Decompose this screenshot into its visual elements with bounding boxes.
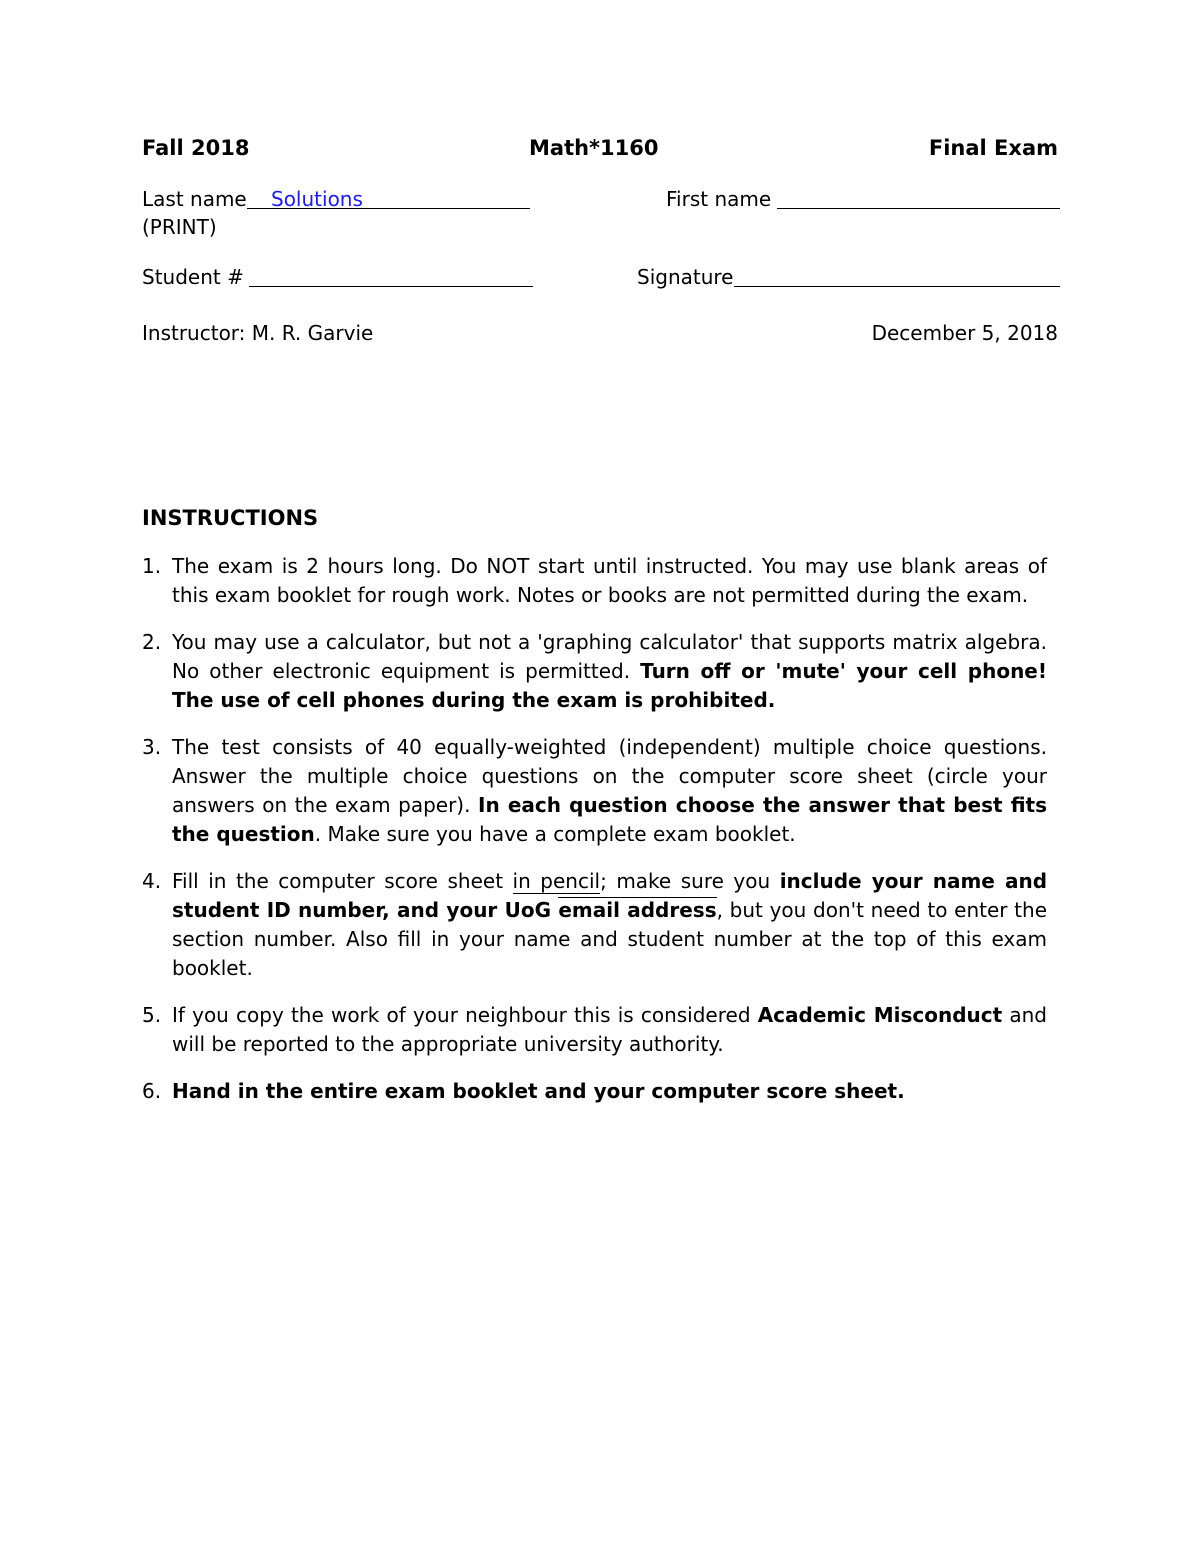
item-underlined-text: in pencil bbox=[512, 869, 601, 893]
instructor-name: Instructor: M. R. Garvie bbox=[142, 321, 374, 345]
list-item bbox=[142, 1001, 1047, 1059]
list-item bbox=[142, 552, 1047, 610]
term-label: Fall 2018 bbox=[142, 136, 250, 160]
first-name-field[interactable] bbox=[777, 208, 1060, 209]
print-note: (PRINT) bbox=[142, 215, 217, 239]
item-bold-overlined-text: email address bbox=[558, 898, 717, 922]
item-text: Fill in the computer score sheet bbox=[172, 869, 513, 893]
item-text: , but you don't need to enter the section number. Also fill in your name and student number at the top of this exam booklet. bbox=[172, 898, 1048, 980]
item-bold-text: Academic Misconduct bbox=[757, 1003, 1003, 1027]
student-number-field[interactable] bbox=[249, 286, 533, 287]
instructions-title: INSTRUCTIONS bbox=[142, 506, 319, 530]
exam-date: December 5, 2018 bbox=[871, 321, 1058, 345]
item-number: 4. bbox=[142, 869, 162, 893]
last-name-label: Last name bbox=[142, 187, 247, 211]
item-text: You may use a calculator, but not a 'graphing calculator' that supports matrix algebra. No other electronic equipment is permitted. bbox=[172, 630, 1047, 683]
list-item bbox=[142, 733, 1047, 849]
item-number: 5. bbox=[142, 1003, 162, 1027]
signature-field[interactable] bbox=[734, 286, 1060, 287]
exam-title: Final Exam bbox=[928, 136, 1058, 160]
item-bold-text: In each question choose the answer that best fits the question bbox=[172, 793, 1047, 846]
item-text: . Make sure you have a complete exam booklet. bbox=[314, 822, 796, 846]
item-bold-text: Turn off or 'mute' your cell phone! The use of cell phones during the exam is prohibited. bbox=[172, 659, 1047, 712]
student-number-label: Student # bbox=[142, 265, 244, 289]
item-bold-text: Hand in the entire exam booklet and your computer score sheet. bbox=[172, 1079, 905, 1103]
list-item bbox=[142, 1077, 1047, 1106]
list-item bbox=[142, 867, 1047, 983]
last-name-value: Solutions bbox=[271, 187, 363, 211]
item-text: and will be reported to the appropriate university authority. bbox=[172, 1003, 1048, 1056]
instructions-list bbox=[142, 552, 1047, 1124]
signature-label: Signature bbox=[637, 265, 734, 289]
item-number: 6. bbox=[142, 1079, 162, 1103]
item-bold-text: include your name and student ID number, and your UoG bbox=[172, 869, 1048, 922]
item-number: 1. bbox=[142, 554, 162, 578]
list-item bbox=[142, 628, 1047, 715]
first-name-label: First name bbox=[666, 187, 772, 211]
item-number: 2. bbox=[142, 630, 162, 654]
item-text: The exam is 2 hours long. Do NOT start until instructed. You may use blank areas of this exam booklet for rough work. Notes or books are not permitted during the exam. bbox=[172, 554, 1047, 607]
item-text: The test consists of 40 equally-weighted (independent) multiple choice questions. Answer the multiple choice questions on the computer score sheet (circle your answers on the exam paper). bbox=[172, 735, 1047, 817]
course-code: Math*1160 bbox=[529, 136, 659, 160]
item-text: If you copy the work of your neighbour this is considered bbox=[172, 1003, 758, 1027]
item-number: 3. bbox=[142, 735, 162, 759]
item-text: ; make sure you bbox=[600, 869, 780, 893]
